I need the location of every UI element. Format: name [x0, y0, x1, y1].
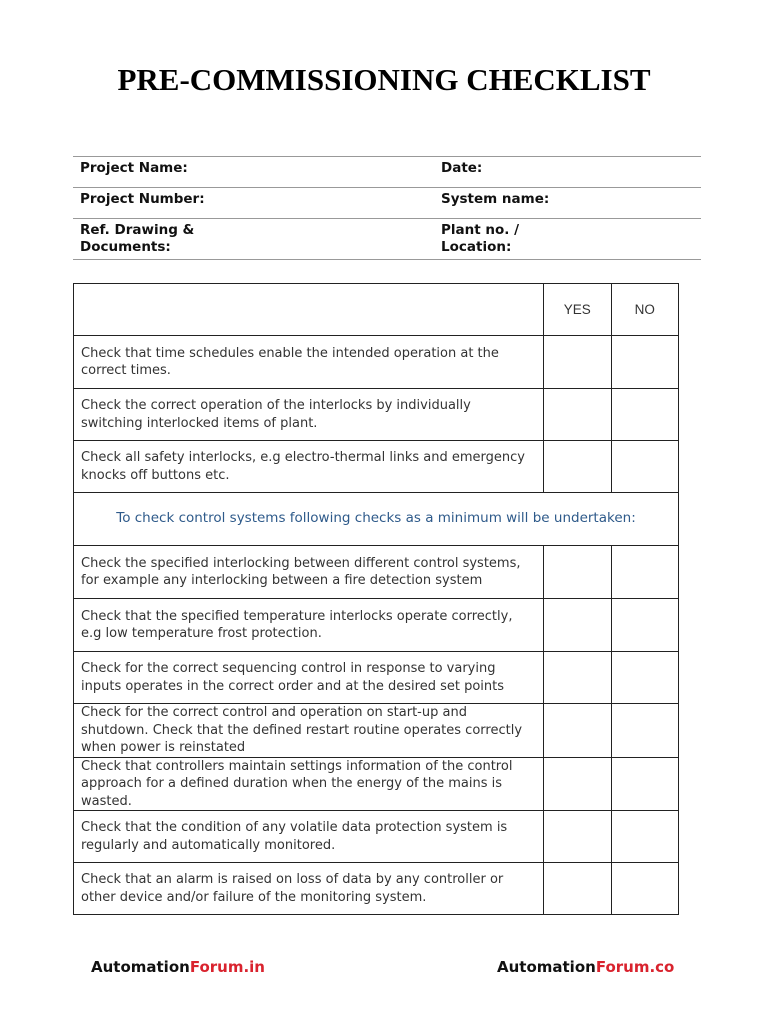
section-row: [74, 493, 679, 546]
yes-cell[interactable]: [544, 441, 612, 493]
footer-brand-left: [91, 958, 265, 976]
brand-text: Automation: [91, 958, 190, 976]
yes-header: YES: [544, 284, 612, 336]
yes-cell[interactable]: [544, 811, 612, 863]
table-row: [74, 546, 679, 599]
plant-no-label: Plant no. / Location:: [434, 219, 701, 260]
check-item: Check the specified interlocking between different control systems, for example any interlocking between a fire detection system: [74, 546, 544, 599]
checklist-table: [73, 283, 679, 915]
check-item: Check that the specified temperature interlocks operate correctly, e.g low temperature frost protection.: [74, 599, 544, 652]
no-cell[interactable]: [611, 389, 679, 441]
no-cell[interactable]: [611, 652, 679, 704]
ref-drawing-label: Ref. Drawing & Documents:: [73, 219, 434, 260]
system-name-label: System name:: [434, 188, 701, 219]
no-cell[interactable]: [611, 863, 679, 915]
yes-cell[interactable]: [544, 336, 612, 389]
table-row: [74, 336, 679, 389]
no-cell[interactable]: [611, 599, 679, 652]
no-cell[interactable]: [611, 757, 679, 811]
no-cell[interactable]: [611, 546, 679, 599]
brand-accent-text: Forum.co: [595, 958, 675, 976]
table-row: [74, 863, 679, 915]
table-row: [74, 441, 679, 493]
project-number-label: Project Number:: [73, 188, 434, 219]
no-cell[interactable]: [611, 441, 679, 493]
check-item: Check that the condition of any volatile data protection system is regularly and automatically monitored.: [74, 811, 544, 863]
page-title: PRE-COMMISSIONING CHECKLIST: [117, 62, 651, 97]
header-blank: [74, 284, 544, 336]
project-name-label: Project Name:: [73, 157, 434, 188]
table-row: [74, 652, 679, 704]
check-item: Check for the correct control and operation on start-up and shutdown. Check that the defined restart routine operates correctly when power is reinstated: [74, 704, 544, 758]
check-item: Check the correct operation of the interlocks by individually switching interlocked items of plant.: [74, 389, 544, 441]
yes-cell[interactable]: [544, 546, 612, 599]
table-row: [74, 599, 679, 652]
yes-cell[interactable]: [544, 652, 612, 704]
footer-brand-right: [497, 958, 674, 976]
no-cell[interactable]: [611, 336, 679, 389]
no-header: NO: [611, 284, 679, 336]
yes-cell[interactable]: [544, 704, 612, 758]
no-cell[interactable]: [611, 704, 679, 758]
project-info-table: [73, 156, 701, 260]
yes-cell[interactable]: [544, 599, 612, 652]
yes-cell[interactable]: [544, 389, 612, 441]
check-item: Check that controllers maintain settings information of the control approach for a defined duration when the energy of the mains is wasted.: [74, 757, 544, 811]
table-row: [74, 757, 679, 811]
yes-cell[interactable]: [544, 863, 612, 915]
brand-accent-text: Forum.in: [189, 958, 265, 976]
brand-text: Automation: [497, 958, 596, 976]
table-row: [74, 704, 679, 758]
check-item: Check that an alarm is raised on loss of data by any controller or other device and/or failure of the monitoring system.: [74, 863, 544, 915]
check-item: Check for the correct sequencing control in response to varying inputs operates in the correct order and at the desired set points: [74, 652, 544, 704]
table-row: [74, 811, 679, 863]
date-label: Date:: [434, 157, 701, 188]
section-heading: To check control systems following checks as a minimum will be undertaken:: [74, 493, 679, 546]
yes-cell[interactable]: [544, 757, 612, 811]
check-item: Check that time schedules enable the intended operation at the correct times.: [74, 336, 544, 389]
check-item: Check all safety interlocks, e.g electro-thermal links and emergency knocks off buttons etc.: [74, 441, 544, 493]
no-cell[interactable]: [611, 811, 679, 863]
table-row: [74, 389, 679, 441]
